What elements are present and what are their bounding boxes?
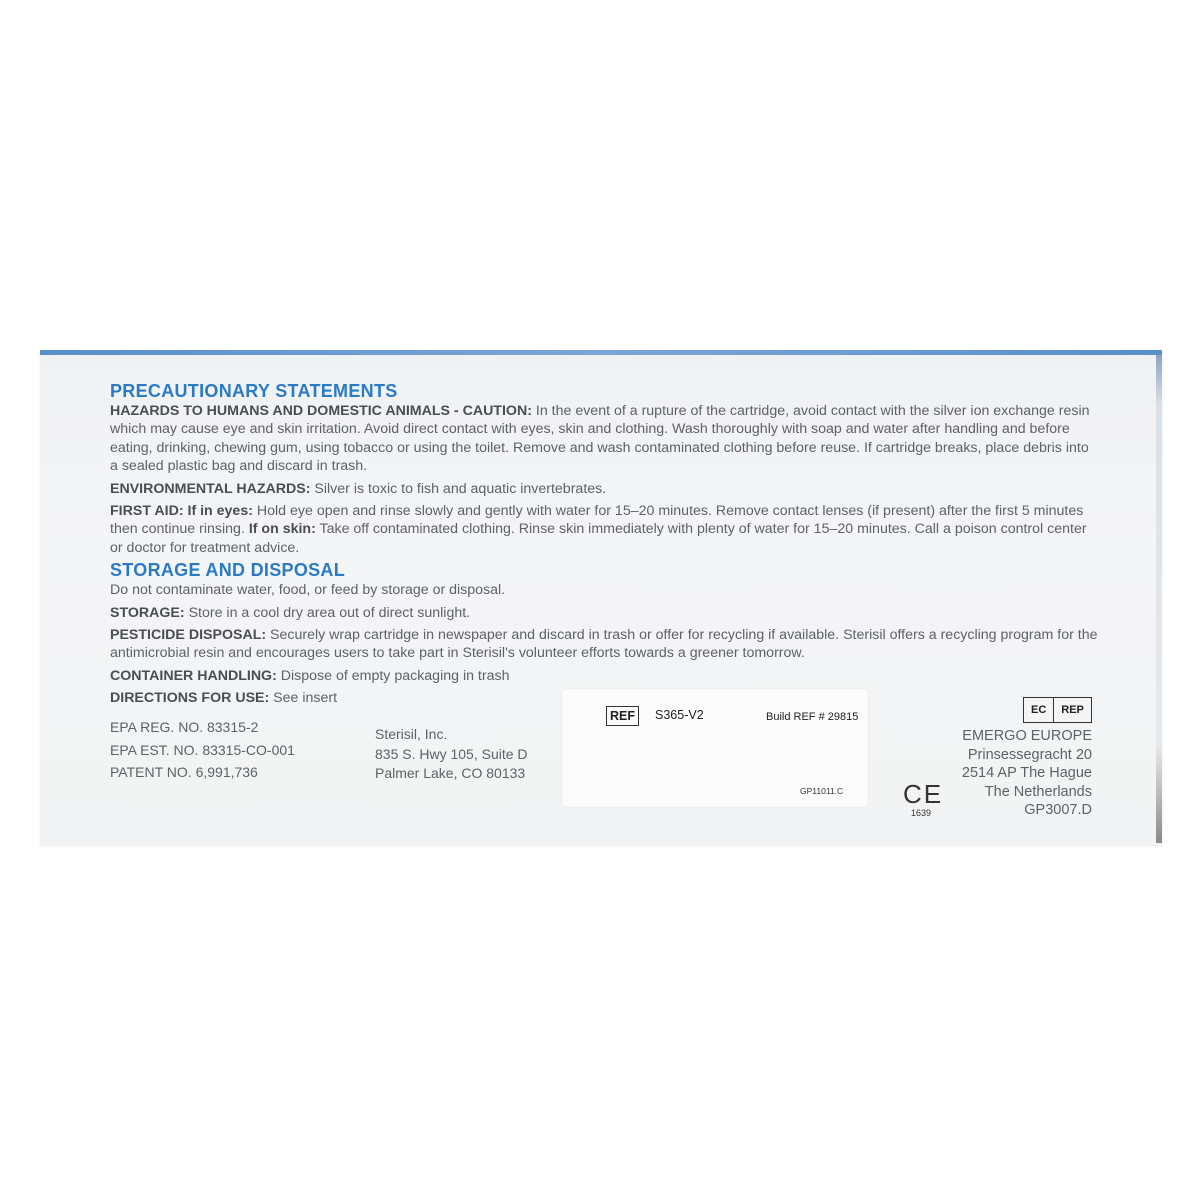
ref-value: S365-V2	[655, 708, 704, 722]
epa-est-number: EPA EST. NO. 83315-CO-001	[110, 741, 295, 758]
eu-rep-street: Prinsessegracht 20	[967, 746, 1092, 763]
ec-label: EC	[1031, 704, 1047, 716]
environmental-label: ENVIRONMENTAL HAZARDS:	[110, 480, 311, 497]
pesticide-text: Securely wrap cartridge in newspaper and discard in trash or offer for recycling if available. Sterisil offers a recycling program for the antimicrobial resin and encourages users to take part in Sterisil's volunteer efforts towards a greener tomorrow.	[110, 627, 1098, 662]
eu-rep-code: GP3007.D	[1024, 802, 1092, 818]
environmental-text: Silver is toxic to fish and aquatic invertebrates.	[310, 480, 607, 497]
epa-reg-number: EPA REG. NO. 83315-2	[110, 719, 259, 735]
label-text-block	[110, 380, 1100, 708]
precautionary-heading: PRECAUTIONARY STATEMENTS	[110, 381, 398, 401]
hazards-paragraph	[110, 402, 1100, 476]
build-ref: Build REF # 29815	[766, 711, 859, 723]
storage-heading: STORAGE AND DISPOSAL	[110, 560, 346, 581]
directions-label: DIRECTIONS FOR USE:	[110, 690, 270, 707]
directions-text: See insert	[269, 690, 338, 707]
eu-rep-country: The Netherlands	[984, 783, 1092, 800]
hazards-label: HAZARDS TO HUMANS AND DOMESTIC ANIMALS - CAUTION:	[110, 403, 532, 419]
registration-block	[110, 716, 295, 784]
package-right-edge	[1156, 355, 1162, 843]
container-label: CONTAINER HANDLING:	[110, 667, 277, 684]
ref-symbol: REF	[606, 706, 639, 726]
eu-rep-city: 2514 AP The Hague	[961, 765, 1092, 781]
eu-representative-address	[962, 727, 1092, 820]
first-aid-skin-label: If on skin:	[248, 521, 316, 538]
rep-label: REP	[1053, 698, 1091, 722]
company-address-line2: Palmer Lake, CO 80133	[375, 765, 526, 781]
hazards-text: In the event of a rupture of the cartridge, avoid contact with the silver ion exchange resin which may cause eye and skin irritation. Avoid direct contact with eyes, skin and clothing. Wash thoroughly with soap and water after handling and before eating, drinking, chewing gum, using tobacco or using the toilet. Remove and wash contaminated clothing before reuse. If cartridge breaks, place debris into a sealed plastic bag and discard in trash.	[110, 403, 1090, 475]
environmental-paragraph	[110, 480, 1100, 498]
company-name: Sterisil, Inc.	[375, 726, 448, 742]
pesticide-paragraph	[110, 626, 1100, 663]
ec-rep-symbol	[1023, 697, 1092, 723]
first-aid-eyes-text: Hold eye open and rinse slowly and gently with water for 15–20 minutes. Remove contact lenses (if present) after the first 5 minutes then continue rinsing.	[110, 503, 1084, 538]
first-aid-paragraph	[110, 502, 1100, 557]
container-text: Dispose of empty packaging in trash	[276, 667, 510, 684]
label-code: GP11011.C	[800, 786, 844, 796]
ce-mark-icon: CE	[903, 779, 944, 809]
storage-text: Store in a cool dry area out of direct sunlight.	[184, 604, 471, 621]
patent-number: PATENT NO. 6,991,736	[110, 764, 258, 780]
storage-label: STORAGE:	[110, 604, 185, 621]
first-aid-skin-text: Take off contaminated clothing. Rinse skin immediately with plenty of water for 15–20 minutes. Call a poison control center or doctor for treatment advice.	[110, 521, 1087, 556]
eu-rep-name: EMERGO EUROPE	[962, 728, 1092, 744]
storage-paragraph	[110, 604, 1100, 622]
storage-intro: Do not contaminate water, food, or feed by storage or disposal.	[110, 582, 506, 599]
container-paragraph	[110, 667, 1100, 685]
pesticide-label: PESTICIDE DISPOSAL:	[110, 627, 267, 644]
first-aid-label: FIRST AID: If in eyes:	[110, 503, 253, 520]
company-address	[375, 725, 528, 784]
company-address-line1: 835 S. Hwy 105, Suite D	[375, 745, 528, 762]
package-top-edge	[40, 350, 1162, 355]
ce-notified-body-number: 1639	[911, 808, 932, 818]
